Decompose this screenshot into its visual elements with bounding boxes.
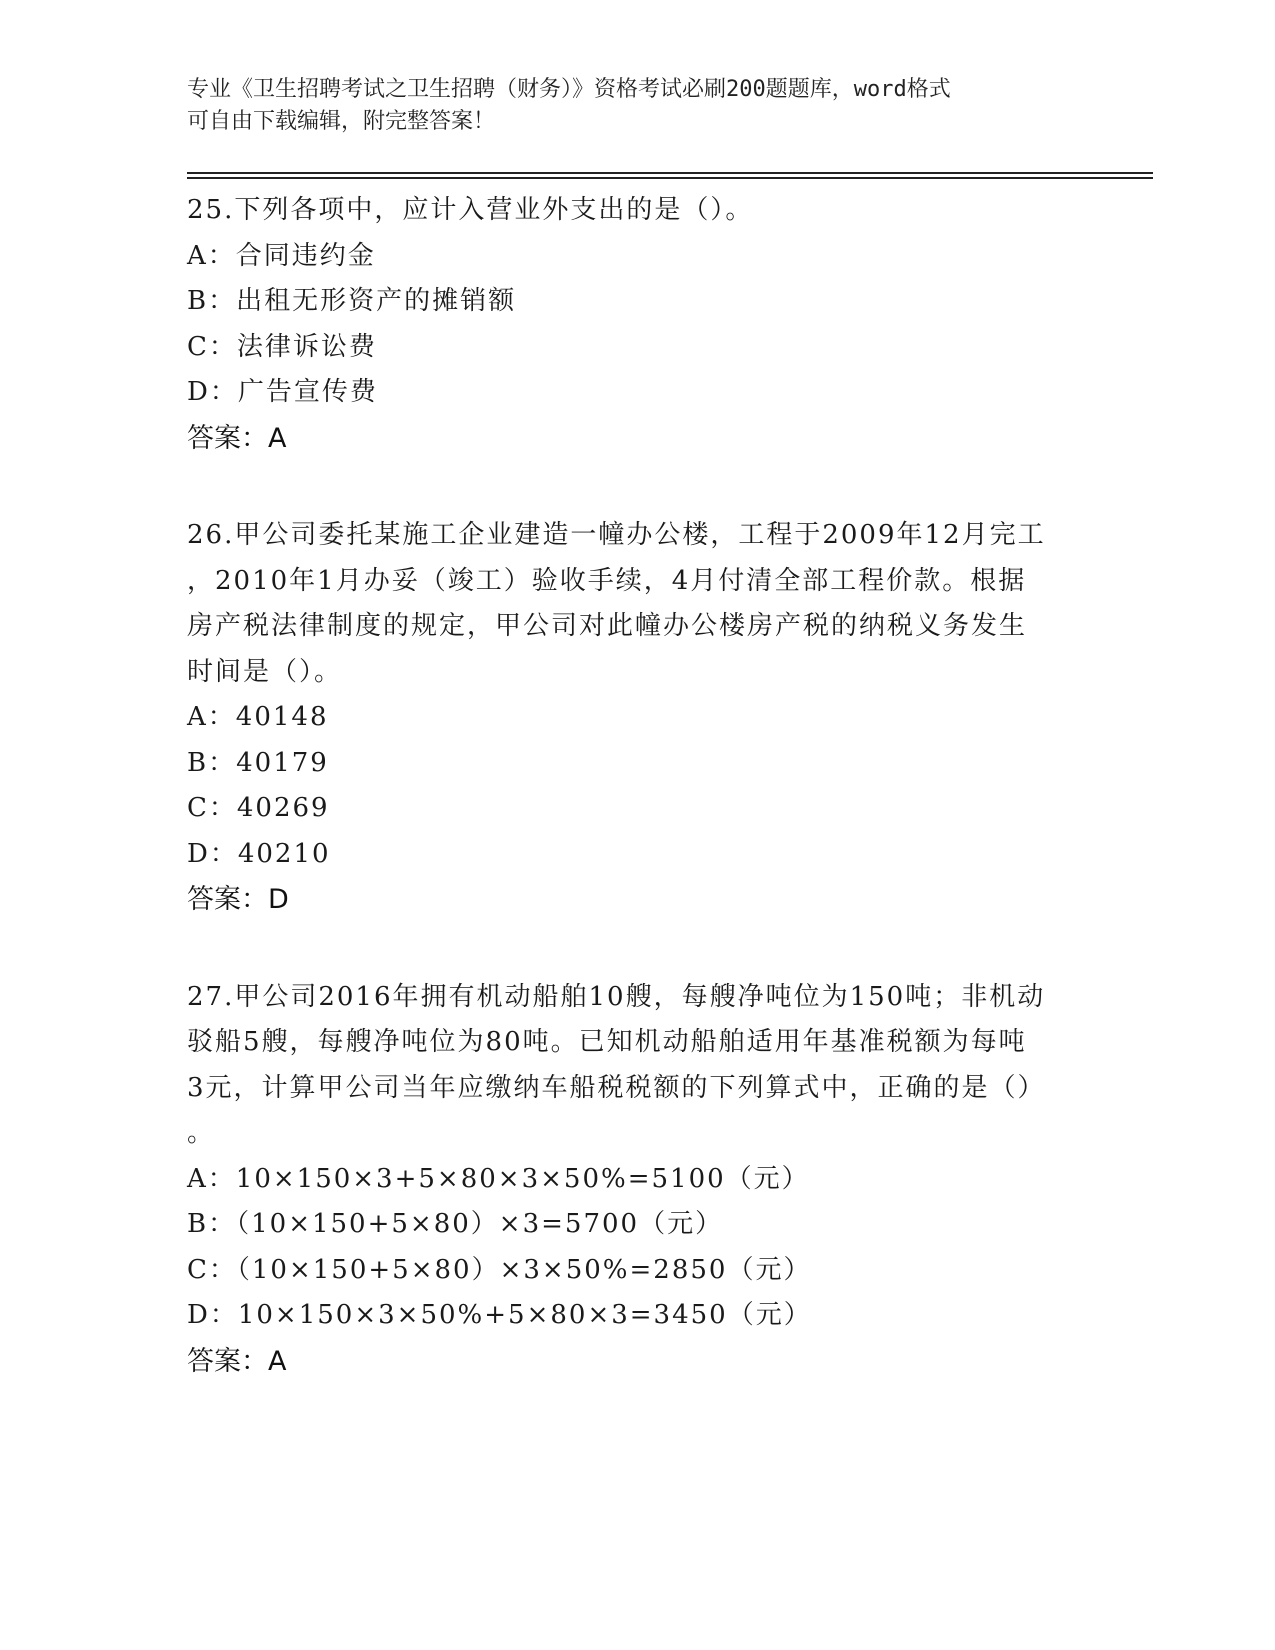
question-stem: 26.甲公司委托某施工企业建造一幢办公楼，工程于2009年12月完工 xyxy=(187,520,1046,550)
header-line: 可自由下载编辑，附完整答案！ xyxy=(187,109,496,134)
option-c: C：（10×150+5×80）×3×50%=2850（元） xyxy=(187,1254,812,1285)
option-d: D：40210 xyxy=(187,838,331,869)
option-a: A：10×150×3+5×80×3×50%=5100（元） xyxy=(187,1163,810,1194)
page-header xyxy=(187,74,1067,138)
header-line: 专业《卫生招聘考试之卫生招聘（财务）》资格考试必刷200题题库，word格式 xyxy=(187,77,951,102)
question-stem: 。 xyxy=(187,1118,216,1148)
option-a: A：合同违约金 xyxy=(187,240,376,271)
question-26 xyxy=(187,513,1087,923)
header-divider-bottom xyxy=(187,177,1153,179)
question-stem: 驳船5艘，每艘净吨位为80吨。已知机动船舶适用年基准税额为每吨 xyxy=(187,1027,1027,1057)
question-stem: 25.下列各项中，应计入营业外支出的是（）。 xyxy=(187,195,754,225)
answer-label: 答案：A xyxy=(187,422,287,454)
answer-label: 答案：D xyxy=(187,884,289,915)
header-divider-top xyxy=(187,172,1153,174)
option-c: C：40269 xyxy=(187,793,330,823)
question-stem: 时间是（）。 xyxy=(187,656,343,687)
answer-label: 答案：A xyxy=(187,1345,287,1377)
question-list xyxy=(187,188,1087,1436)
question-stem: 27.甲公司2016年拥有机动船舶10艘，每艘净吨位为150吨；非机动 xyxy=(187,981,1046,1012)
option-d: D：广告宣传费 xyxy=(187,377,378,407)
question-stem: ，2010年1月办妥（竣工）验收手续，4月付清全部工程价款。根据 xyxy=(187,565,1027,596)
question-stem: 3元，计算甲公司当年应缴纳车船税税额的下列算式中，正确的是（） xyxy=(187,1072,1046,1103)
option-c: C：法律诉讼费 xyxy=(187,331,377,362)
option-b: B：出租无形资产的摊销额 xyxy=(187,286,517,316)
question-stem: 房产税法律制度的规定，甲公司对此幢办公楼房产税的纳税义务发生 xyxy=(187,611,1028,641)
option-b: B：40179 xyxy=(187,747,329,778)
option-b: B：（10×150+5×80）×3=5700（元） xyxy=(187,1209,724,1239)
question-27 xyxy=(187,975,1087,1385)
question-25 xyxy=(187,188,1087,461)
option-a: A：40148 xyxy=(187,702,329,732)
option-d: D：10×150×3×50%+5×80×3=3450（元） xyxy=(187,1300,812,1330)
